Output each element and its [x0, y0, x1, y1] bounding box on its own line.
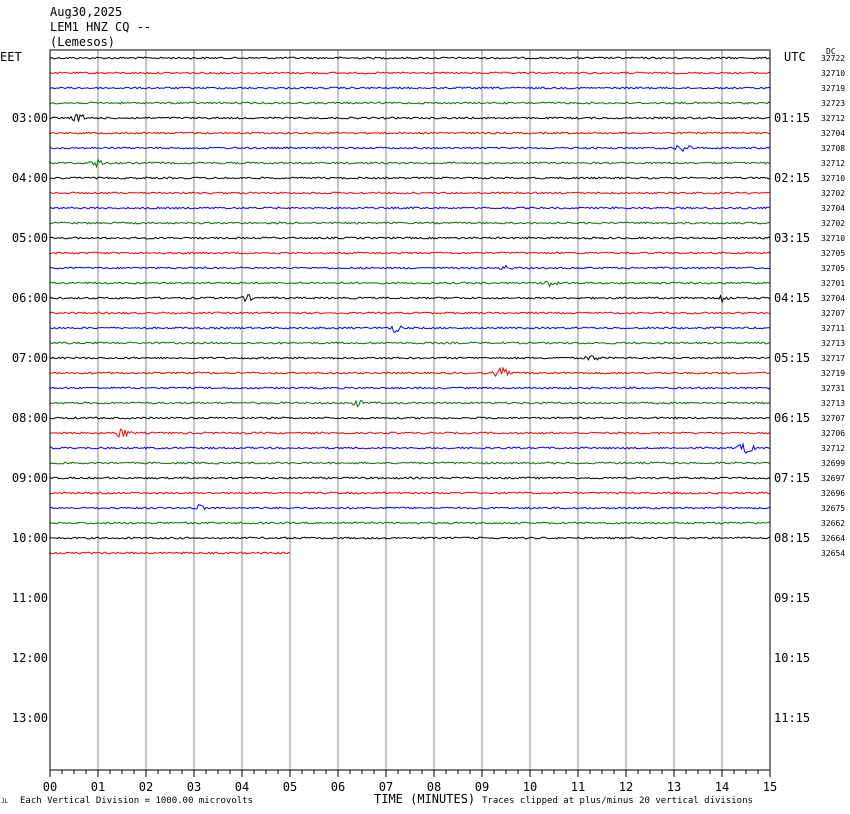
trace-row-16: [50, 295, 770, 302]
trace-row-22: [50, 387, 770, 389]
trace-row-15: [50, 281, 770, 286]
trace-row-10: [50, 207, 770, 209]
x-axis: [43, 770, 777, 794]
x-tick-label: 08: [426, 780, 442, 794]
dc-offset-label: 32654: [821, 549, 846, 558]
trace-row-18: [50, 326, 770, 333]
x-tick-label: 02: [138, 780, 154, 794]
right-hour-label: 08:15: [774, 531, 811, 545]
x-tick-label: 12: [618, 780, 634, 794]
trace-row-31: [50, 522, 770, 524]
dc-offset-label: 32731: [821, 384, 846, 393]
left-hour-label: 03:00: [11, 111, 48, 125]
left-hour-label: 07:00: [11, 351, 48, 365]
dc-offset-label: 32699: [821, 459, 846, 468]
trace-row-24: [50, 417, 770, 419]
trace-row-23: [50, 401, 770, 407]
dc-offset-label: 32712: [821, 114, 846, 123]
right-hour-label: 01:15: [774, 111, 811, 125]
left-hour-label: 04:00: [11, 171, 48, 185]
dc-column-header: DC: [826, 47, 836, 56]
x-tick-label: 09: [474, 780, 490, 794]
dc-offset-label: 32675: [821, 504, 846, 513]
trace-row-5: [50, 132, 770, 134]
trace-row-33: [50, 552, 290, 554]
right-hour-label: 10:15: [774, 651, 811, 665]
dc-offset-label: 32713: [821, 399, 846, 408]
trace-row-21: [50, 368, 770, 376]
header-location: (Lemesos): [50, 35, 116, 49]
right-hour-label: 11:15: [774, 711, 811, 725]
trace-row-11: [50, 222, 770, 224]
dc-offset-label: 32719: [821, 84, 846, 93]
x-tick-label: 14: [714, 780, 730, 794]
left-hour-label: 06:00: [11, 291, 48, 305]
dc-offset-label: 32722: [821, 54, 846, 63]
x-tick-label: 00: [42, 780, 58, 794]
left-hour-label: 13:00: [11, 711, 48, 725]
dc-offset-label: 32705: [821, 264, 846, 273]
dc-offset-label: 32717: [821, 354, 846, 363]
dc-offset-label: 32702: [821, 189, 846, 198]
dc-offset-label: 32664: [821, 534, 846, 543]
trace-row-3: [50, 102, 770, 104]
trace-row-27: [50, 462, 770, 464]
dc-offset-label: 32697: [821, 474, 846, 483]
trace-row-32: [50, 537, 770, 539]
dc-offset-label: 32708: [821, 144, 846, 153]
right-hour-label: 09:15: [774, 591, 811, 605]
trace-row-17: [50, 312, 770, 314]
trace-row-8: [50, 177, 770, 179]
dc-offset-label: 32710: [821, 69, 846, 78]
left-hour-label: 11:00: [11, 591, 48, 605]
trace-row-25: [50, 429, 770, 437]
header-station: LEM1 HNZ CQ --: [50, 20, 152, 34]
dc-offset-label: 32696: [821, 489, 846, 498]
x-tick-label: 03: [186, 780, 202, 794]
trace-row-2: [50, 87, 770, 89]
dc-offset-label: 32723: [821, 99, 846, 108]
dc-offset-label: 32707: [821, 309, 846, 318]
right-hour-label: 06:15: [774, 411, 811, 425]
x-tick-label: 01: [90, 780, 106, 794]
trace-row-12: [50, 237, 770, 239]
dc-offset-label: 32705: [821, 249, 846, 258]
x-tick-label: 04: [234, 780, 250, 794]
trace-row-1: [50, 72, 770, 74]
corner-mark: JL: [1, 798, 9, 805]
x-tick-label: 06: [330, 780, 346, 794]
left-hour-label: 08:00: [11, 411, 48, 425]
dc-offset-label: 32710: [821, 174, 846, 183]
left-hour-label: 12:00: [11, 651, 48, 665]
left-hour-label: 05:00: [11, 231, 48, 245]
trace-row-9: [50, 192, 770, 194]
dc-offset-label: 32706: [821, 429, 846, 438]
trace-row-20: [50, 356, 770, 360]
right-hour-label: 02:15: [774, 171, 811, 185]
header-date: Aug30,2025: [50, 5, 123, 19]
x-tick-label: 15: [762, 780, 778, 794]
trace-row-14: [50, 266, 770, 270]
minute-gridlines: [98, 50, 722, 770]
x-tick-label: 13: [666, 780, 682, 794]
dc-offset-label: 32712: [821, 444, 846, 453]
trace-row-19: [50, 342, 770, 344]
plot-frame: [50, 50, 770, 770]
left-hour-label: 10:00: [11, 531, 48, 545]
trace-row-29: [50, 492, 770, 494]
right-hour-label: 05:15: [774, 351, 811, 365]
dc-offset-label: 32713: [821, 339, 846, 348]
dc-offset-label: 32704: [821, 129, 846, 138]
x-tick-label: 07: [378, 780, 394, 794]
dc-offset-label: 32662: [821, 519, 846, 528]
clip-note: Traces clipped at plus/minus 20 vertical divisions: [482, 796, 753, 806]
x-axis-title: TIME (MINUTES): [374, 792, 476, 806]
left-hour-label: 09:00: [11, 471, 48, 485]
trace-row-28: [50, 477, 770, 479]
seismic-traces: [50, 57, 770, 554]
x-tick-label: 11: [570, 780, 586, 794]
trace-row-13: [50, 252, 770, 254]
dc-offset-label: 32704: [821, 204, 846, 213]
dc-offset-label: 32710: [821, 234, 846, 243]
trace-row-4: [50, 114, 770, 121]
trace-row-26: [50, 444, 770, 453]
dc-offset-label: 32707: [821, 414, 846, 423]
trace-row-0: [50, 57, 770, 59]
right-hour-label: 03:15: [774, 231, 811, 245]
right-hour-label: 04:15: [774, 291, 811, 305]
dc-offset-labels: [821, 54, 845, 558]
left-timezone-label: EET: [0, 50, 22, 64]
dc-offset-label: 32711: [821, 324, 846, 333]
trace-row-6: [50, 146, 770, 152]
dc-offset-label: 32712: [821, 159, 846, 168]
trace-row-7: [50, 159, 770, 167]
dc-offset-label: 32702: [821, 219, 846, 228]
x-tick-label: 10: [522, 780, 538, 794]
scale-note: Each Vertical Division = 1000.00 microvolts: [20, 796, 253, 806]
trace-row-30: [50, 505, 770, 510]
dc-offset-label: 32719: [821, 369, 846, 378]
dc-offset-label: 32704: [821, 294, 846, 303]
x-tick-label: 05: [282, 780, 298, 794]
right-hour-label: 07:15: [774, 471, 811, 485]
right-timezone-label: UTC: [784, 50, 806, 64]
dc-offset-label: 32701: [821, 279, 846, 288]
